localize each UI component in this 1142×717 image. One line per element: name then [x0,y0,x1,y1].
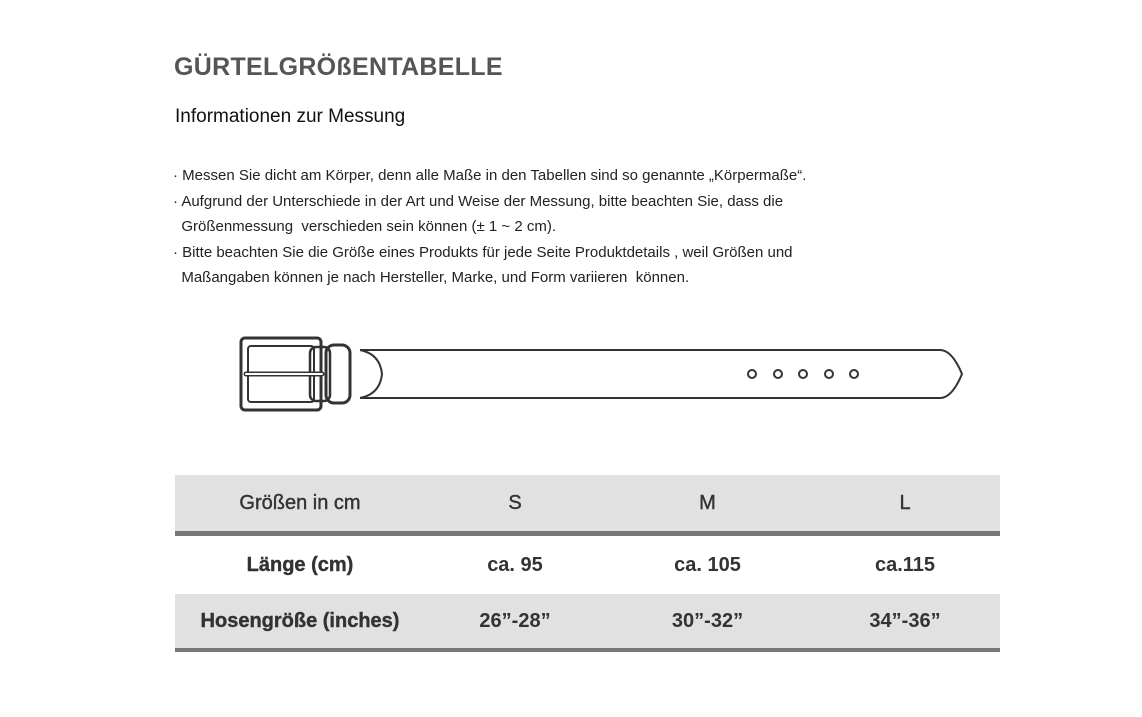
belt-hole [748,370,756,378]
size-table [175,475,1000,652]
info-line: · Aufgrund der Unterschiede in der Art und Weise der Messung, bitte beachten Sie, dass die [173,192,784,210]
header-size-m: M [605,475,810,531]
belt-holes [748,370,858,378]
header-size-l: L [810,475,1000,531]
info-line: · Messen Sie dicht am Körper, denn alle Maße in den Tabellen sind so genannte „Körpermaße“. [173,167,807,184]
info-line: Maßangaben können je nach Hersteller, Marke, und Form variieren können. [173,269,690,286]
belt-hole [799,370,807,378]
table-cell: 30”-32” [605,594,810,648]
belt-hole [850,370,858,378]
table-bottom-border [175,648,1000,652]
info-line: · Bitte beachten Sie die Größe eines Produkts für jede Seite Produktdetails , weil Größen und [173,243,793,261]
table-cell: ca. 105 [605,536,810,594]
belt-hole [774,370,782,378]
section-subtitle: Informationen zur Messung [175,106,406,127]
row-label-trouser-size: Hosengröße (inches) [175,594,425,648]
table-cell: 34”-36” [810,594,1000,648]
table-row [175,594,1000,648]
measurement-info [173,163,806,291]
table-cell: 26”-28” [425,594,605,648]
table-cell: ca.115 [810,536,1000,594]
table-header-row [175,475,1000,531]
info-line: Größenmessung verschieden sein können (± 1 ~ 2 cm). [173,218,556,235]
header-sizes-label: Größen in cm [175,475,425,531]
page-title: GÜRTELGRÖßENTABELLE [174,53,503,81]
belt-hole [825,370,833,378]
row-label-length: Länge (cm) [175,536,425,594]
header-size-s: S [425,475,605,531]
belt-illustration [230,328,970,418]
table-row [175,536,1000,594]
table-cell: ca. 95 [425,536,605,594]
